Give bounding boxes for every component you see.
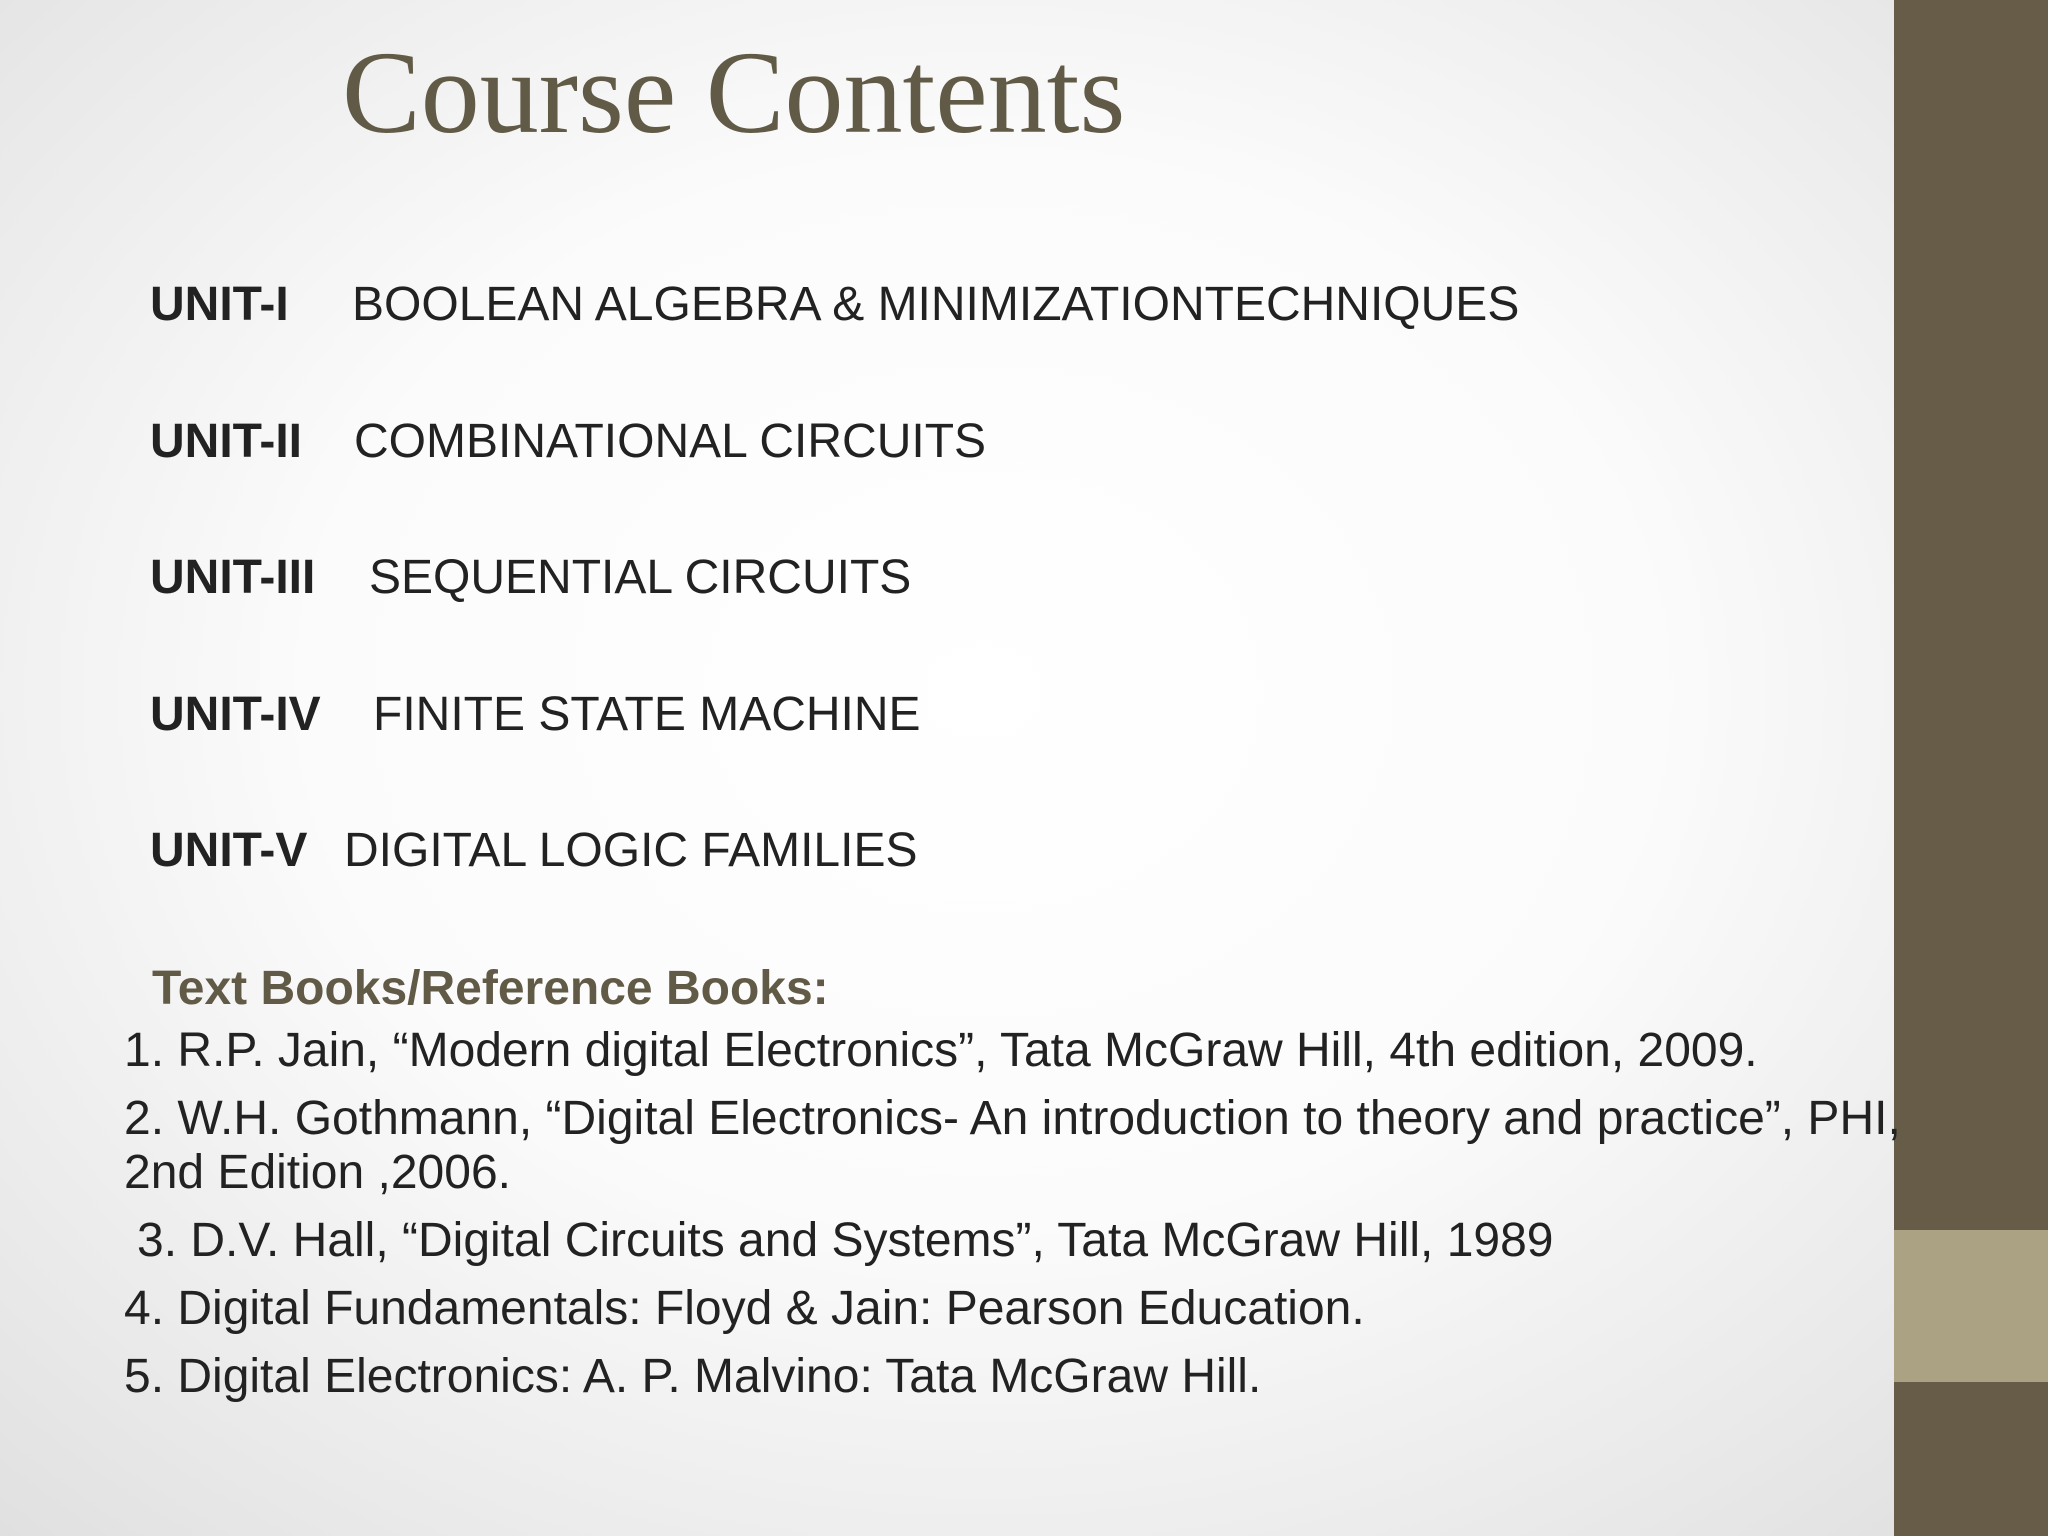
- unit-name: FINITE STATE MACHINE: [373, 687, 921, 741]
- unit-name: COMBINATIONAL CIRCUITS: [354, 414, 987, 468]
- book-item: 5. Digital Electronics: A. P. Malvino: Tata McGraw Hill.: [124, 1350, 1262, 1403]
- slide-title: Course Contents: [342, 27, 1126, 158]
- unit-code: UNIT-III: [150, 551, 316, 604]
- unit-item: [150, 409, 1519, 546]
- unit-item: [150, 545, 1519, 682]
- book-item: 3. D.V. Hall, “Digital Circuits and Systems”, Tata McGraw Hill, 1989: [137, 1214, 1554, 1267]
- unit-item: [150, 272, 1519, 409]
- books-heading: Text Books/Reference Books:: [152, 962, 829, 1015]
- unit-item: [150, 682, 1519, 819]
- book-item: 1. R.P. Jain, “Modern digital Electronics”, Tata McGraw Hill, 4th edition, 2009.: [124, 1024, 1758, 1077]
- unit-code: UNIT-II: [150, 414, 302, 468]
- book-item: 2. W.H. Gothmann, “Digital Electronics- An introduction to theory and practice”, PHI, 2nd Edition ,2006.: [124, 1092, 1901, 1199]
- unit-code: UNIT-V: [150, 824, 308, 877]
- unit-name: SEQUENTIAL CIRCUITS: [369, 551, 912, 604]
- unit-item: [150, 818, 1519, 955]
- book-item: 4. Digital Fundamentals: Floyd & Jain: Pearson Education.: [124, 1282, 1365, 1335]
- unit-list: [150, 272, 1519, 955]
- book-list: [124, 1024, 1984, 1418]
- unit-name: DIGITAL LOGIC FAMILIES: [344, 824, 918, 877]
- unit-code: UNIT-IV: [150, 687, 321, 741]
- unit-code: UNIT-I: [150, 278, 289, 331]
- unit-name: BOOLEAN ALGEBRA & MINIMIZATIONTECHNIQUES: [352, 278, 1520, 331]
